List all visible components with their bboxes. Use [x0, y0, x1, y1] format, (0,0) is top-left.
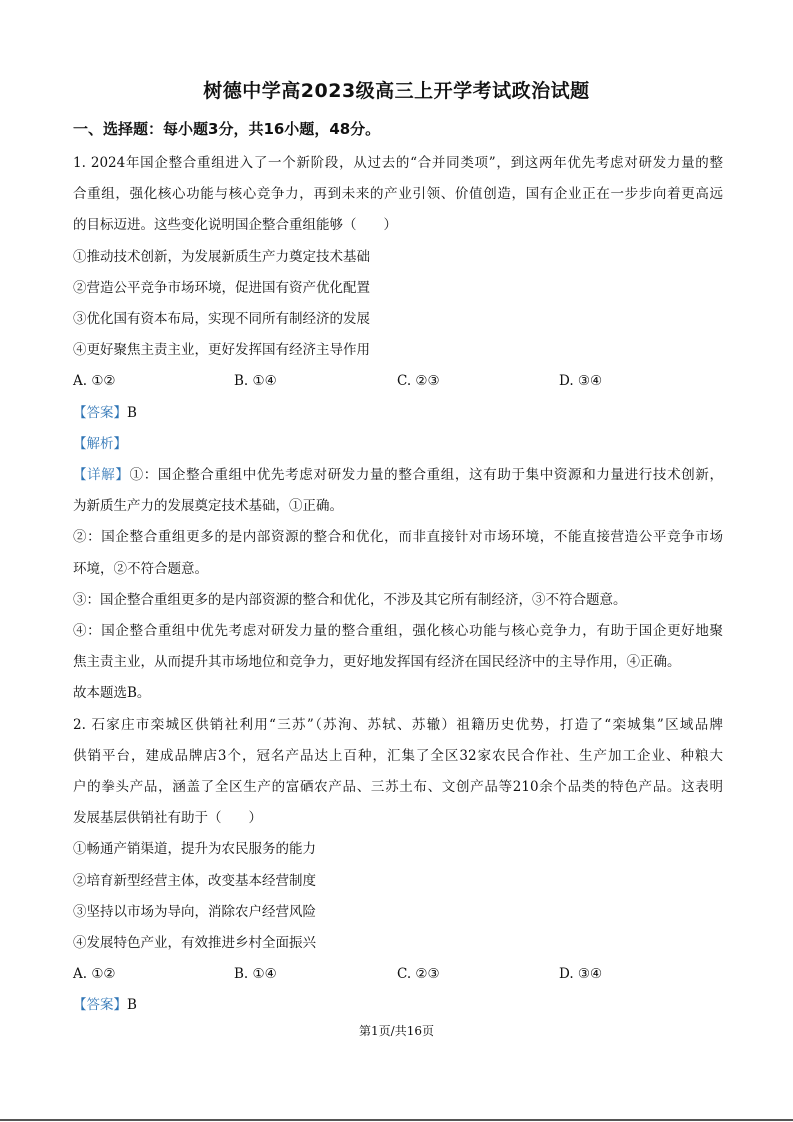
- question-stem-line: 1. 2024年国企整合重组进入了一个新阶段，从过去的“合并同类项”，到这两年优先考虑对研发力量的整: [73, 155, 723, 171]
- option-c: C. ②③: [397, 373, 440, 390]
- answer-line: [73, 990, 723, 1021]
- answer-value: B: [127, 997, 137, 1014]
- option-b: B. ①④: [234, 966, 277, 983]
- detail-line: 为新质生产力的发展奠定技术基础，①正确。: [73, 498, 343, 515]
- statement-2: ②营造公平竞争市场环境，促进国有资产优化配置: [73, 279, 370, 296]
- answer-tag: 【答案】: [73, 997, 127, 1014]
- statement-2: ②培育新型经营主体，改变基本经营制度: [73, 872, 316, 889]
- answer-options: [73, 366, 723, 397]
- option-d: D. ③④: [559, 373, 603, 390]
- statement-1: ①畅通产销渠道，提升为农民服务的能力: [73, 841, 316, 858]
- analysis-tag: 【解析】: [73, 435, 127, 452]
- statement-4: ④发展特色产业，有效推进乡村全面振兴: [73, 935, 316, 952]
- detail-tag: 【详解】: [73, 467, 130, 484]
- detail-line: ②：国企整合重组更多的是内部资源的整合和优化，而非直接针对市场环境，不能直接营造公平竞争市场: [73, 529, 723, 546]
- detail-line: ③：国企整合重组更多的是内部资源的整合和优化，不涉及其它所有制经济，③不符合题意。: [73, 591, 627, 608]
- question-stem-line: 户的拳头产品，涵盖了全区生产的富硒农产品、三苏土布、文创产品等210余个品类的特色产品。这表明: [73, 779, 723, 796]
- statement-3: ③优化国有资本布局，实现不同所有制经济的发展: [73, 311, 370, 328]
- answer-line: [73, 398, 723, 429]
- statement-3: ③坚持以市场为导向，消除农户经营风险: [73, 903, 316, 920]
- section-heading: 一、选择题：每小题3分，共16小题，48分。: [73, 120, 381, 138]
- statement-1: ①推动技术创新，为发展新质生产力奠定技术基础: [73, 248, 370, 265]
- detail-line: ④：国企整合重组中优先考虑对研发力量的整合重组，强化核心功能与核心竞争力，有助于国企更好地聚: [73, 623, 723, 640]
- option-d: D. ③④: [559, 966, 603, 983]
- option-a: A. ①②: [73, 966, 116, 983]
- detail-line: [73, 460, 723, 491]
- question-1: [73, 148, 723, 710]
- question-2: [73, 710, 723, 1022]
- question-stem-line: 2. 石家庄市栾城区供销社利用“三苏”（苏洵、苏轼、苏辙）祖籍历史优势，打造了“栾城集”区域品牌: [73, 716, 723, 733]
- question-stem-line: 合重组，强化核心功能与核心竞争力，再到未来的产业引领、价值创造，国有企业正在一步步向着更高远: [73, 186, 723, 203]
- detail-line: 故本题选B。: [73, 685, 151, 702]
- detail-text: ①：国企整合重组中优先考虑对研发力量的整合重组，这有助于集中资源和力量进行技术创新，: [129, 467, 723, 484]
- option-c: C. ②③: [397, 966, 440, 983]
- detail-line: 焦主责主业，从而提升其市场地位和竞争力，更好地发挥国有经济在国民经济中的主导作用，④正确。: [73, 654, 681, 671]
- document-title: 树德中学高2023级高三上开学考试政治试题: [203, 80, 590, 102]
- statement-4: ④更好聚焦主责主业，更好发挥国有经济主导作用: [73, 342, 370, 359]
- answer-options: [73, 959, 723, 990]
- document-body: [73, 118, 723, 1022]
- option-a: A. ①②: [73, 373, 116, 390]
- answer-value: B: [127, 404, 137, 421]
- detail-line: 环境，②不符合题意。: [73, 560, 208, 577]
- answer-tag: 【答案】: [73, 404, 127, 421]
- question-stem-line: 供销平台，建成品牌店3个，冠名产品达上百种，汇集了全区32家农民合作社、生产加工企业、种粮大: [73, 747, 723, 764]
- analysis-line: [73, 429, 723, 460]
- question-stem-line: 的目标迈进。这些变化说明国企整合重组能够（ ）: [73, 217, 397, 234]
- question-stem-line: 发展基层供销社有助于（ ）: [73, 810, 262, 827]
- option-b: B. ①④: [234, 373, 277, 390]
- page-bottom-divider: [0, 1119, 793, 1121]
- page-footer: 第1页/共16页: [359, 1024, 434, 1038]
